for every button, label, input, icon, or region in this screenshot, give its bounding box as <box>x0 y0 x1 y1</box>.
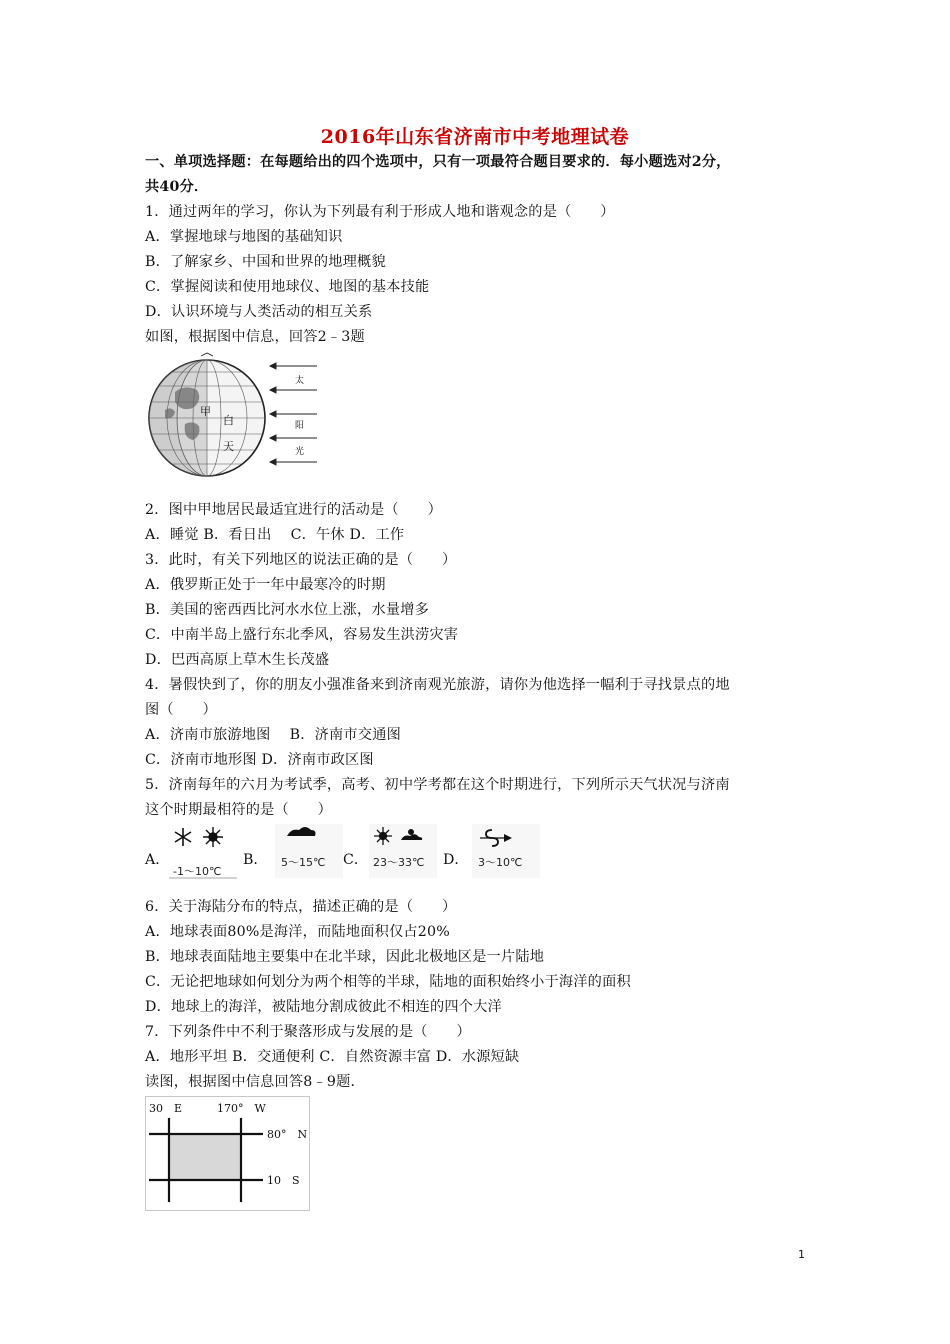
intro-questions-8-9: 读图，根据图中信息回答8﹣9题． <box>145 1074 365 1090</box>
weather-option-c-label: C． <box>343 852 369 868</box>
question-6-stem: 6．关于海陆分布的特点，描述正确的是（ ） <box>145 899 457 915</box>
section-heading-line1: 一、单项选择题：在每题给出的四个选项中，只有一项最符合题目要求的．每小题选对2分， <box>145 154 731 170</box>
shaded-region <box>169 1134 241 1180</box>
snowflake-icon <box>175 828 191 846</box>
question-1-stem: 1．通过两年的学习，你认为下列最有利于形成人地和谐观念的是（ ） <box>145 204 615 220</box>
sunlight-char-2: 阳 <box>295 421 305 431</box>
question-7-options: A．地形平坦 B．交通便利 C．自然资源丰富 D．水源短缺 <box>145 1049 520 1065</box>
globe-label-jia: 甲 <box>200 405 211 418</box>
question-4-stem-line2: 图（ ） <box>145 702 217 718</box>
question-1-option-b: B．了解家乡、中国和世界的地理概貌 <box>145 254 386 270</box>
question-4-options-ab: A．济南市旅游地图 B．济南市交通图 <box>145 727 401 743</box>
section-heading-line2: 共40分． <box>145 179 209 195</box>
question-5-stem-line1: 5．济南每年的六月为考试季，高考、初中学考都在这个时期进行，下列所示天气状况与济南 <box>145 777 730 793</box>
page-number: 1 <box>798 1248 805 1261</box>
sun-icon <box>203 827 223 847</box>
latitude-top-label: 80° N <box>267 1128 308 1141</box>
longitude-right-label: 170° W <box>217 1102 266 1115</box>
question-3-option-b: B．美国的密西西比河水水位上涨，水量增多 <box>145 602 429 618</box>
question-4-stem-line1: 4．暑假快到了，你的朋友小强准备来到济南观光旅游，请你为他选择一幅利于寻找景点的地 <box>145 677 730 693</box>
question-5-weather-options <box>145 822 565 882</box>
question-3-stem: 3．此时，有关下列地区的说法正确的是（ ） <box>145 552 457 568</box>
sunlight-char-3: 光 <box>295 447 305 457</box>
question-5-stem-line2: 这个时期最相符的是（ ） <box>145 802 333 818</box>
weather-option-d-symbol <box>470 822 542 880</box>
question-1-option-d: D．认识环境与人类活动的相互关系 <box>145 304 373 320</box>
question-6-option-c: C．无论把地球如何划分为两个相等的半球，陆地的面积始终小于海洋的面积 <box>145 974 631 990</box>
page-title: 2016年山东省济南市中考地理试卷 <box>320 126 630 148</box>
sunlight-char-1: 太 <box>295 376 305 386</box>
weather-option-a-temp: -1～10℃ <box>173 865 222 878</box>
question-3-option-d: D．巴西高原上草木生长茂盛 <box>145 652 330 668</box>
latitude-bottom-label: 10 S <box>267 1174 300 1187</box>
weather-option-c-temp: 23～33℃ <box>373 856 425 869</box>
question-6-option-b: B．地球表面陆地主要集中在北半球，因此北极地区是一片陆地 <box>145 949 545 965</box>
question-1-option-c: C．掌握阅读和使用地球仪、地图的基本技能 <box>145 279 430 295</box>
longitude-left-label: 30 E <box>149 1102 183 1115</box>
weather-option-c-symbol <box>367 822 439 880</box>
question-6-option-d: D．地球上的海洋，被陆地分割成彼此不相连的四个大洋 <box>145 999 502 1015</box>
weather-option-b-symbol <box>273 822 345 880</box>
globe-illumination-figure <box>145 352 325 487</box>
weather-option-a-symbol <box>167 822 239 880</box>
weather-option-d-label: D． <box>443 852 469 868</box>
question-4-options-cd: C．济南市地形图 D．济南市政区图 <box>145 752 374 768</box>
question-7-stem: 7．下列条件中不利于聚落形成与发展的是（ ） <box>145 1024 471 1040</box>
question-6-option-a: A．地球表面80%是海洋，而陆地面积仅占20% <box>145 924 450 940</box>
globe-label-tian: 天 <box>223 440 234 453</box>
weather-option-b-temp: 5～15℃ <box>281 856 326 869</box>
intro-questions-2-3: 如图，根据图中信息，回答2﹣3题 <box>145 329 365 345</box>
question-3-option-c: C．中南半岛上盛行东北季风，容易发生洪涝灾害 <box>145 627 459 643</box>
question-2-options: A．睡觉 B．看日出 C．午休 D．工作 <box>145 527 405 543</box>
weather-option-b-label: B． <box>243 852 268 868</box>
question-3-option-a: A．俄罗斯正处于一年中最寒冷的时期 <box>145 577 386 593</box>
weather-option-d-temp: 3～10℃ <box>478 856 523 869</box>
globe-label-bai: 白 <box>223 414 234 427</box>
weather-option-a-label: A． <box>145 852 170 868</box>
question-2-stem: 2．图中甲地居民最适宜进行的活动是（ ） <box>145 502 442 518</box>
question-1-option-a: A．掌握地球与地图的基础知识 <box>145 229 343 245</box>
latlong-grid-figure <box>145 1096 310 1211</box>
